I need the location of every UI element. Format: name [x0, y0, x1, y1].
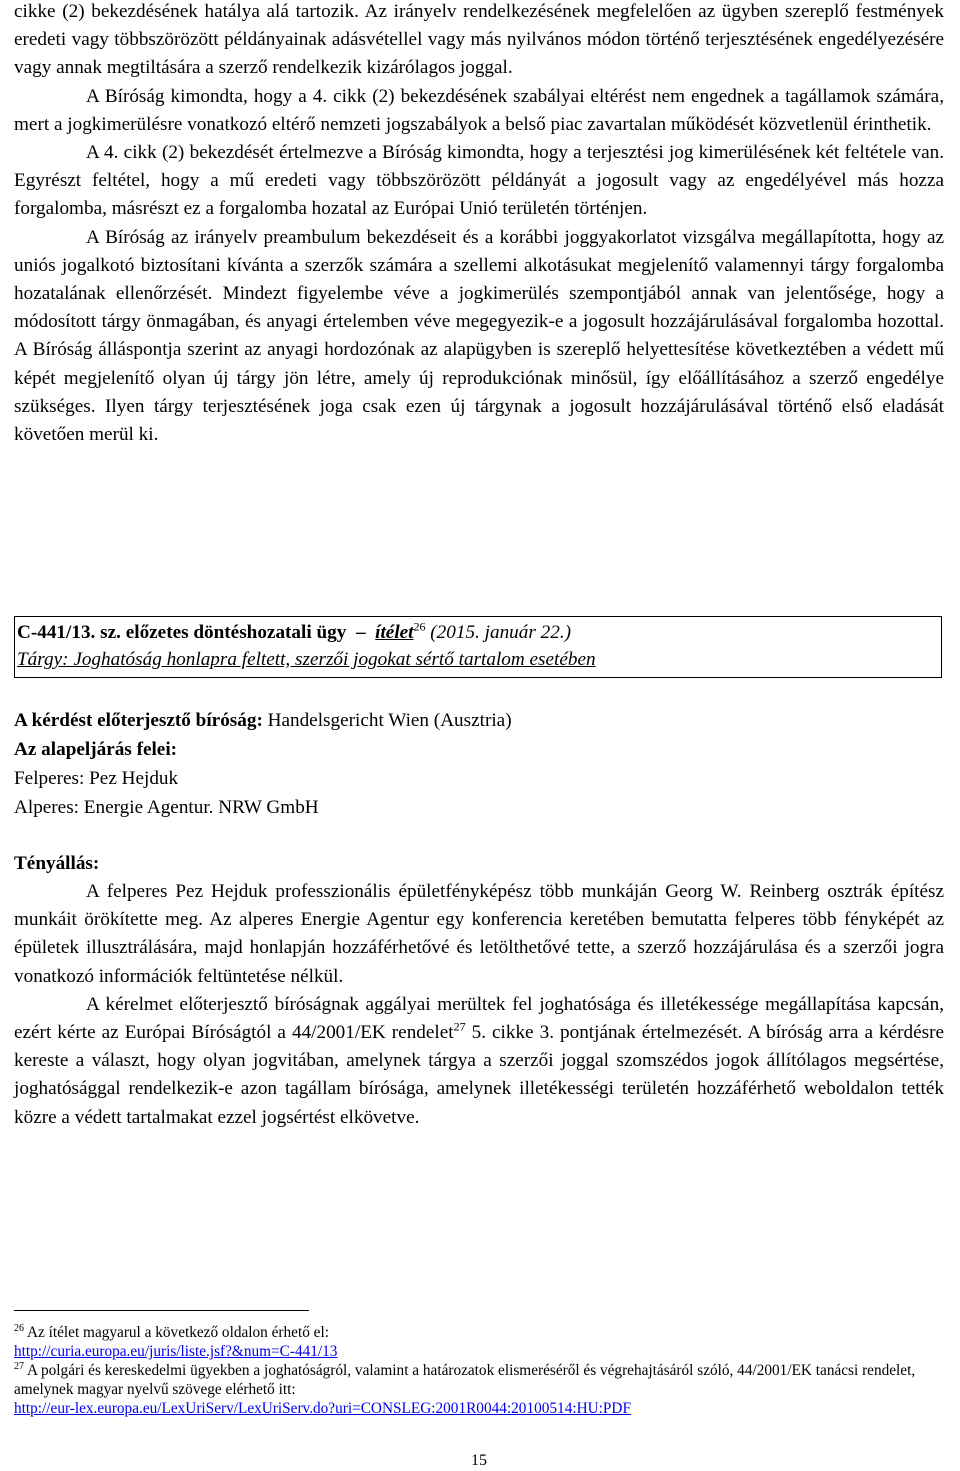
referring-court-value: Handelsgericht Wien (Ausztria) [262, 710, 512, 731]
paragraph-exhaustion-conditions: A 4. cikk (2) bekezdését értelmezve a Bíróság kimondta, hogy a terjesztési jog kimerülésének két feltétele van. Egyrészt feltétel, hogy a mű eredeti vagy többszörözött példányát a jogosult vagy az engedélyével más hozza forgalomba, másrészt ez a forgalomba hozatal az Európai Unió területén történjen. [14, 142, 944, 220]
footnotes [14, 1323, 944, 1418]
facts-section [14, 850, 944, 1132]
document-page [14, 0, 944, 1469]
footnote-27-link[interactable]: http://eur-lex.europa.eu/LexUriServ/LexUriServ.do?uri=CONSLEG:2001R0044:20100514:HU:PDF [14, 1400, 631, 1417]
page-number: 15 [471, 1452, 487, 1469]
paragraph-preamble-analysis: A Bíróság az irányelv preambulum bekezdéseit és a korábbi joggyakorlatot vizsgálva megállapította, hogy az uniós jogalkotó biztosítani kívánta a szerzők számára a szellemi alkotásukat megjelenítő valamennyi tárgy forgalomba hozatalának ellenőrzését. Mindezt figyelembe véve a jogkimerülés szempontjából annak van jelentősége, hogy a módosított tárgy önmagában, és anyagi értelemben véve megegyezik-e a jogosult hozzájárulásával forgalomba hozottal. A Bíróság álláspontja szerint az anyagi hordozónak az alapügyben is szereplő helyettesítése következtében a védett mű képét megjelenítő olyan új tárgy jön létre, amely új reprodukciónak minősül, így előállításához a szerző engedélye szükséges. Ilyen tárgy terjesztésének joga csak ezen új tárgynak a jogosult hozzájárulásával történő első eladását követően merül ki. [14, 226, 944, 446]
footnote-27 [14, 1361, 944, 1399]
footnote-ref-27[interactable]: 27 [453, 1019, 466, 1034]
plaintiff: Felperes: Pez Hejduk [14, 768, 179, 789]
footnote-ref-26[interactable]: 26 [413, 619, 426, 634]
paragraph-court-ruling: A Bíróság kimondta, hogy a 4. cikk (2) bekezdésének szabályai eltérést nem engednek a tagállamok számára, mert a jogkimerülésre vonatkozó eltérő nemzeti jogszabályok a belső piac zavartalan működését közvetlenül érinthetik. [14, 85, 944, 135]
footnote-26-number: 26 [14, 1322, 24, 1334]
paragraph-continuation: cikke (2) bekezdésének hatálya alá tartozik. Az irányelv rendelkezésének megfelelően az ügyben szereplő festmények eredeti vagy többszörözött példányainak adásvétellel vagy más nyilvános módon történő terjesztésének engedélyezésére vagy annak megtiltására a szerző rendelkezik kizárólagos joggal. [14, 1, 944, 79]
facts-paragraph-1: A felperes Pez Hejduk professzionális épületfényképész több munkáján Georg W. Reinberg osztrák építész munkáit örökítette meg. Az alperes Energie Agentur egy konferencia keretében bemutatta felperes több fényképét az épületek illusztrálására, majd honlapján hozzáférhetővé és letölthetővé tette, a szerző hozzájárulása és a szerzői jogra vonatkozó információk feltüntetése nélkül. [14, 881, 944, 987]
case-header-box [14, 616, 942, 678]
parties-section [14, 706, 944, 822]
footnote-26-text: Az ítélet magyarul a következő oldalon érhető el: [24, 1324, 329, 1341]
referring-court-label: A kérdést előterjesztő bíróság: [14, 710, 263, 731]
case-type: ítélet [375, 622, 414, 643]
facts-heading: Tényállás: [14, 853, 100, 874]
footnote-27-text: A polgári és kereskedelmi ügyekben a joghatóságról, valamint a határozatok elismeréséről és végrehajtásáról szóló, 44/2001/EK tanácsi rendelet, amelynek magyar nyelvű szövege elérhető itt: [14, 1362, 916, 1398]
footnote-27-number: 27 [14, 1360, 24, 1372]
facts-paragraph-2-start: A kérelmet előterjesztő bíróságnak aggályai merültek fel joghatósága és illetékessége megállapítása kapcsán, ezért kérte az Európai Bíróságtól a 44/2001/EK rendelet [14, 993, 944, 1044]
footnote-separator [14, 1310, 309, 1311]
facts-paragraph-2 [14, 991, 944, 1132]
case-title-line: C-441/13. sz. előzetes döntéshozatali ügy – ítélet$^{26}$ (2015. január 22.) [17, 619, 571, 643]
defendant: Alperes: Energie Agentur. NRW GmbH [14, 797, 319, 818]
intro-section [14, 0, 944, 449]
facts-paragraph-2-end: 5. cikke 3. pontjának értelmezését. A bíróság arra a kérdésre kereste a választ, hogy olyan jogvitában, amelynek tárgya a szerzői joggal szomszédos jogok állítólagos megsértése, joghatósággal rendelkezik-e azon tagállam bírósága, amelynek illetékességi területén hozzáférhető weboldalon tették közre a védett tartalmakat ezzel jogsértést elkövetve. [14, 1022, 944, 1128]
case-date: (2015. január 22.) [430, 622, 571, 643]
footnote-26 [14, 1323, 944, 1342]
case-number: C-441/13. sz. előzetes döntéshozatali ügy [17, 622, 347, 643]
parties-label: Az alapeljárás felei: [14, 739, 178, 760]
footnote-26-link[interactable]: http://curia.europa.eu/juris/liste.jsf?&num=C-441/13 [14, 1343, 338, 1360]
referring-court-line [14, 706, 944, 735]
case-subject: Tárgy: Joghatóság honlapra feltett, szerzői jogokat sértő tartalom esetében [17, 649, 596, 670]
